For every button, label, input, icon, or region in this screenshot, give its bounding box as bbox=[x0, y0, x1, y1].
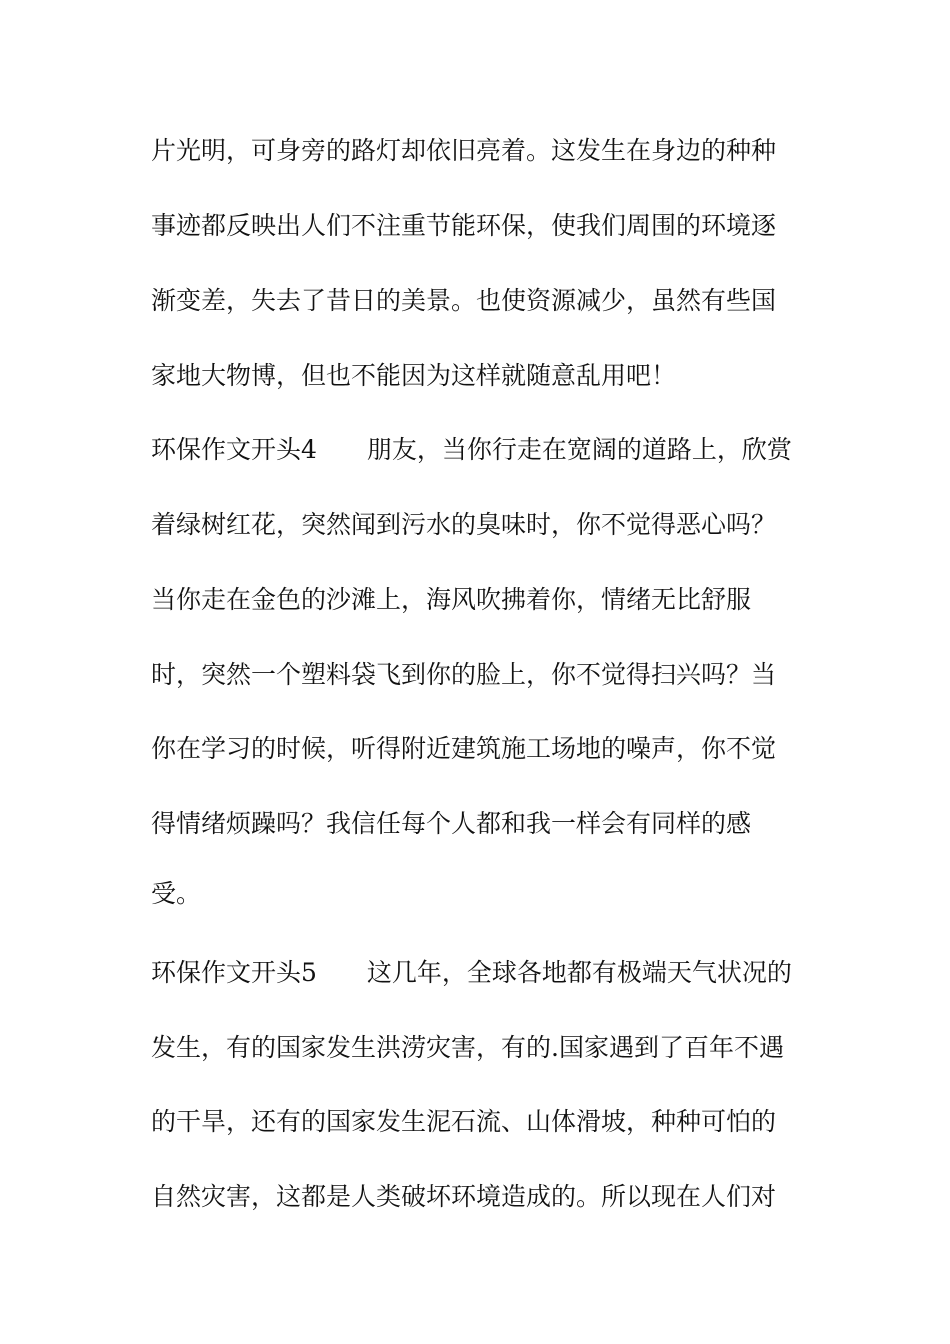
section-heading-5-line: 环保作文开头5 这几年，全球各地都有极端天气状况的 bbox=[151, 958, 792, 987]
text-line-15: 自然灾害，这都是人类破坏环境造成的。所以现在人们对 bbox=[151, 1182, 777, 1211]
text-line-10: 得情绪烦躁吗？我信任每个人都和我一样会有同样的感 bbox=[151, 809, 752, 838]
text-line-1: 片光明，可身旁的路灯却依旧亮着。这发生在身边的种种 bbox=[151, 136, 777, 165]
text-line-11: 受。 bbox=[151, 879, 202, 908]
text-line-6: 着绿树红花，突然闻到污水的臭味时，你不觉得恶心吗？ bbox=[151, 510, 777, 539]
text-line-7: 当你走在金色的沙滩上，海风吹拂着你，情绪无比舒服 bbox=[151, 585, 752, 614]
text-line-4: 家地大物博，但也不能因为这样就随意乱用吧！ bbox=[151, 361, 677, 390]
text-line-13: 发生，有的国家发生洪涝灾害，有的.国家遇到了百年不遇 bbox=[151, 1033, 784, 1062]
text-line-3: 渐变差，失去了昔日的美景。也使资源减少，虽然有些国 bbox=[151, 286, 777, 315]
text-line-2: 事迹都反映出人们不注重节能环保，使我们周围的环境逐 bbox=[151, 211, 777, 240]
text-line-9: 你在学习的时候，听得附近建筑施工场地的噪声，你不觉 bbox=[151, 734, 777, 763]
text-line-14: 的干旱，还有的国家发生泥石流、山体滑坡，种种可怕的 bbox=[151, 1107, 777, 1136]
section-heading-4-line: 环保作文开头4 朋友，当你行走在宽阔的道路上，欣赏 bbox=[151, 435, 792, 464]
text-line-8: 时，突然一个塑料袋飞到你的脸上，你不觉得扫兴吗？当 bbox=[151, 660, 777, 689]
